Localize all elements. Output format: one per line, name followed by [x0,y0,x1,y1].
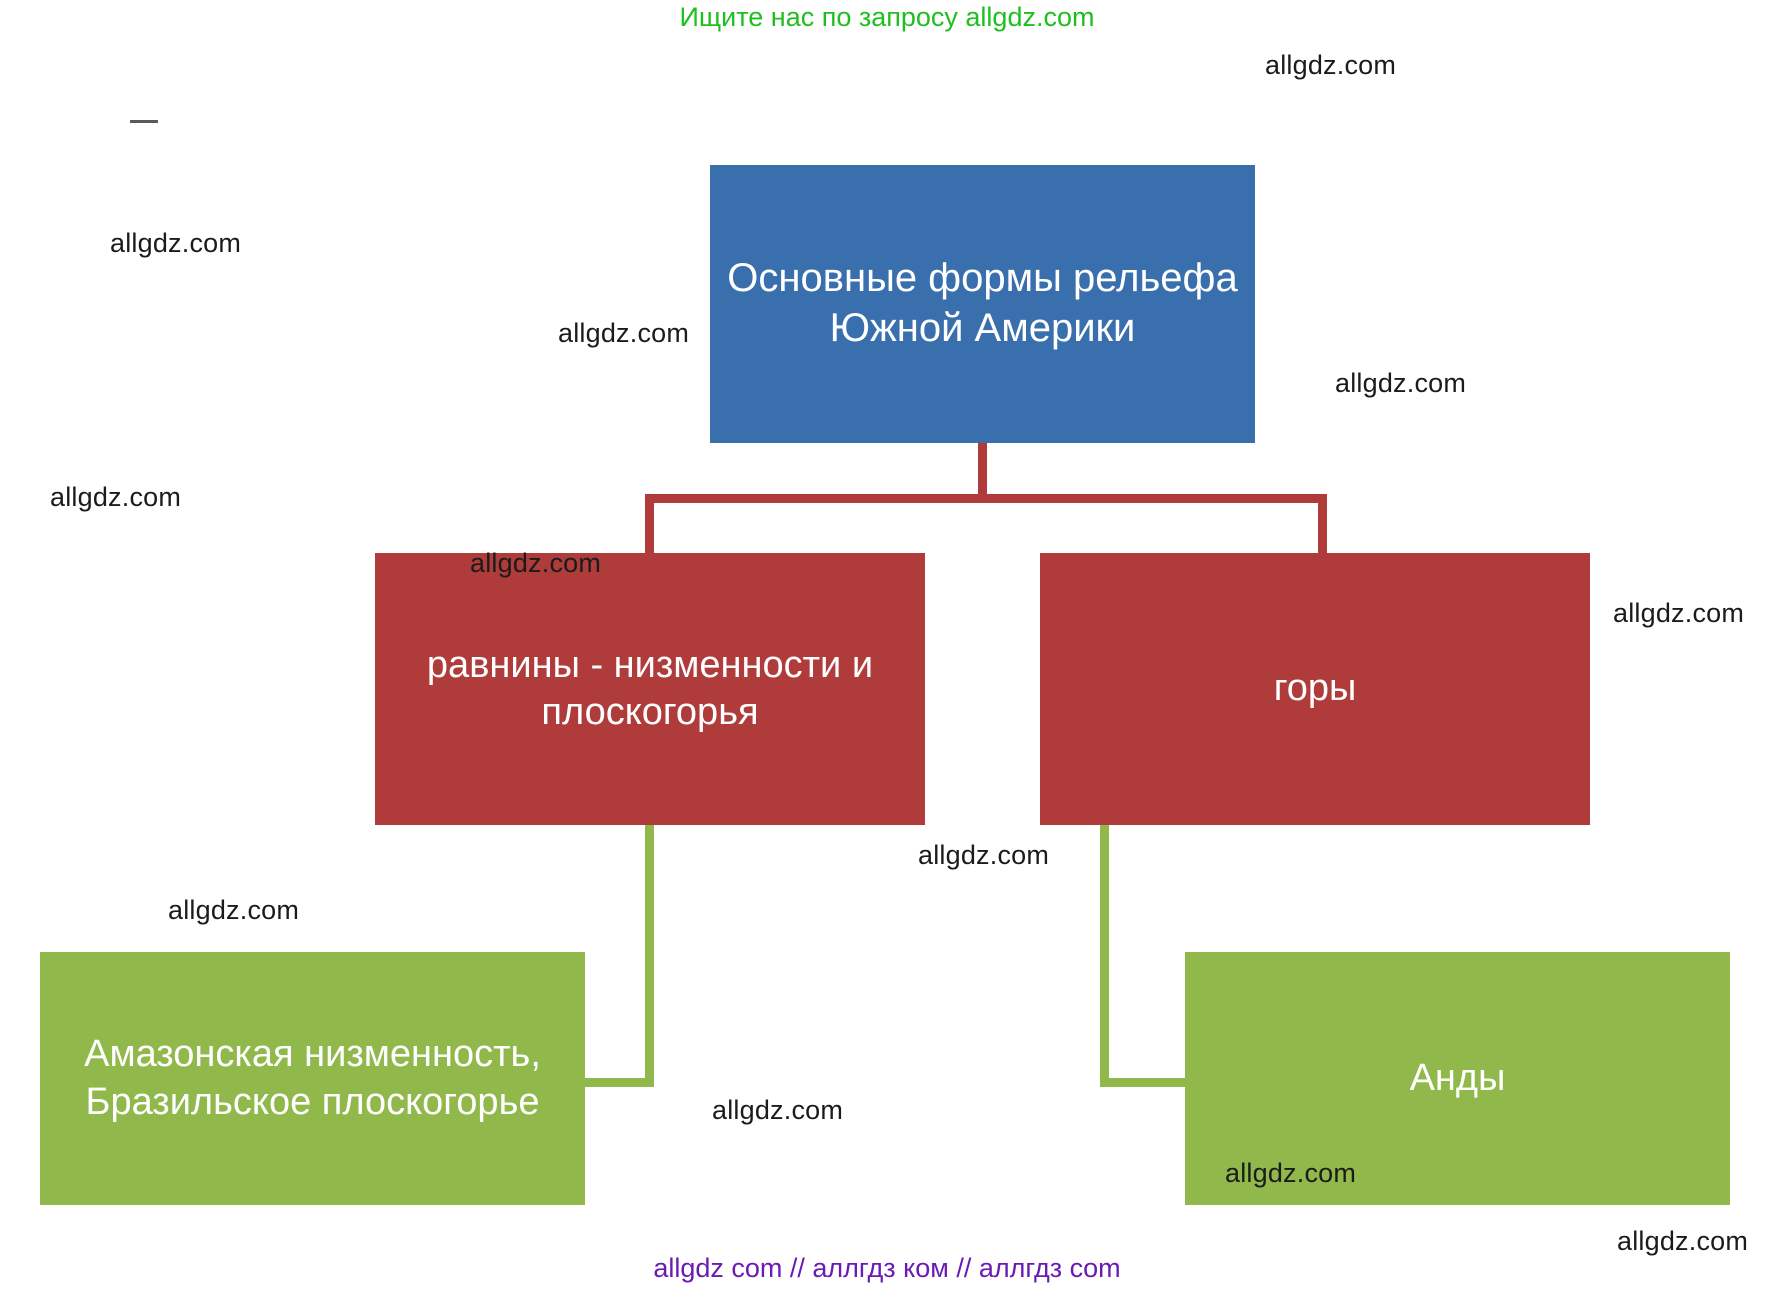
connector-root-to-plains [645,494,654,555]
watermark-text: allgdz.com [1225,1158,1357,1188]
diagram-node-mountains: горы [1040,553,1590,825]
top-promo-banner: Ищите нас по запросу allgdz.com [679,2,1095,32]
diagram-node-root: Основные формы рельефа Южной Америки [710,165,1255,443]
watermark-text: allgdz.com [168,895,300,925]
connector-horizontal-bar [645,494,1327,503]
connector-mountains-to-andes-horizontal [1100,1078,1190,1087]
diagram-node-plains: равнины - низменности и плоскогорья [375,553,925,825]
diagram-node-amazon: Амазонская низменность, Бразильское плоскогорье [40,952,585,1205]
watermark-text: allgdz.com [1617,1226,1749,1256]
connector-root-to-mountains [1318,494,1327,555]
diagram-node-andes: Анды [1185,952,1730,1205]
bottom-promo-banner: allgdz com // аллгдз ком // аллгдз com [653,1253,1121,1283]
connector-plains-to-amazon-horizontal [585,1078,654,1087]
watermark-text: allgdz.com [470,548,602,578]
watermark-text: allgdz.com [110,228,242,258]
watermark-text: allgdz.com [1613,598,1745,628]
connector-plains-to-amazon-vertical [645,825,654,1087]
connector-mountains-to-andes-vertical [1100,825,1109,1087]
watermark-text: allgdz.com [50,482,182,512]
decorative-dash [130,120,158,123]
connector-root-stem [978,443,987,500]
watermark-text: allgdz.com [558,318,690,348]
watermark-text: allgdz.com [712,1095,844,1125]
watermark-text: allgdz.com [1335,368,1467,398]
watermark-text: allgdz.com [1265,50,1397,80]
watermark-text: allgdz.com [918,840,1050,870]
